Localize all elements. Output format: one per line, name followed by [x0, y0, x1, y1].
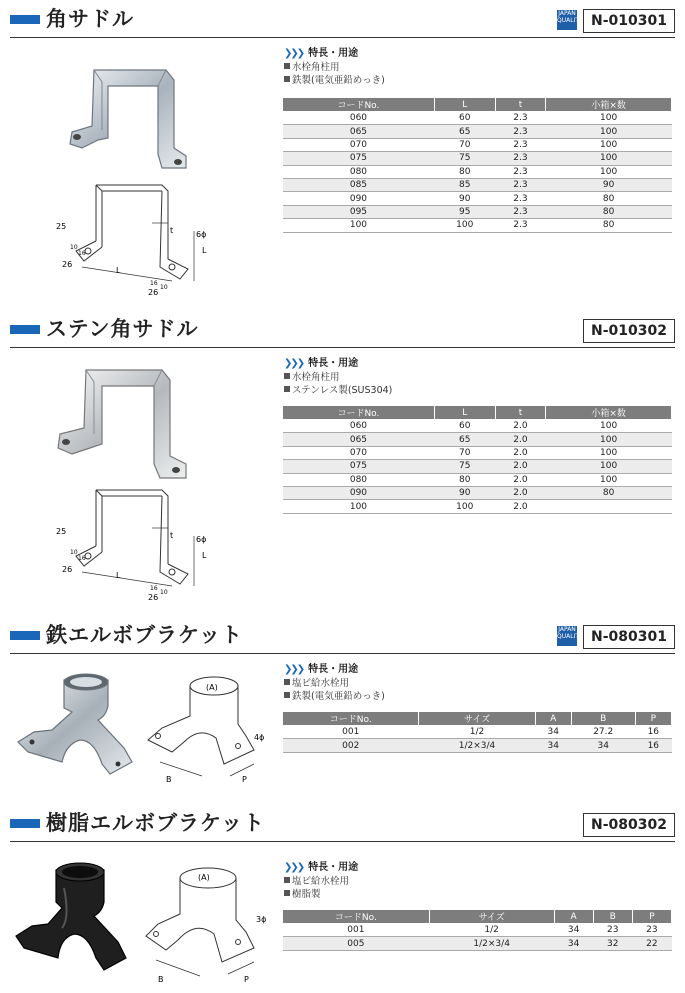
column-header: B	[571, 712, 635, 726]
table-cell: 100	[546, 420, 672, 433]
table-cell: 100	[434, 219, 495, 232]
table-cell: 1/2×3/4	[419, 739, 535, 752]
dim-label: 10	[160, 589, 168, 596]
spec-table	[282, 909, 672, 951]
dim-label: (A)	[206, 683, 218, 692]
table-cell: 34	[535, 726, 571, 739]
header-rule	[10, 653, 675, 654]
table-cell: 80	[546, 486, 672, 499]
section-title: 角サドル	[46, 7, 134, 31]
column-header: 小箱×数	[546, 406, 672, 420]
header-rule	[10, 37, 675, 38]
features-title	[284, 354, 358, 369]
table-row	[283, 446, 672, 459]
table-cell: 075	[283, 460, 435, 473]
feature-item	[284, 61, 385, 74]
product-code: N-080302	[583, 813, 675, 837]
header-accent-bar	[10, 631, 40, 640]
feature-item	[284, 875, 349, 888]
dim-label: B	[166, 775, 172, 784]
column-header: t	[495, 406, 546, 420]
features-list	[284, 875, 349, 901]
bullet-icon	[284, 877, 290, 883]
dim-label: 10	[70, 244, 78, 251]
table-cell: 95	[434, 205, 495, 218]
header-accent-bar	[10, 325, 40, 334]
table-row	[283, 152, 672, 165]
table-row	[283, 165, 672, 178]
dim-label: 6ϕ	[196, 230, 207, 239]
dim-label: P	[242, 775, 247, 784]
table-cell: 80	[546, 219, 672, 232]
bracket-photo	[14, 670, 139, 785]
table-cell: 2.3	[495, 205, 546, 218]
dim-label: L	[116, 266, 121, 275]
section-stainless-saddle	[0, 316, 685, 606]
bracket-drawing	[142, 862, 277, 987]
bracket-drawing	[142, 672, 272, 787]
mark-text: QUALITY	[557, 633, 583, 640]
section-header	[0, 810, 685, 844]
table-row	[283, 205, 672, 218]
bullet-icon	[284, 373, 290, 379]
table-cell: 100	[546, 138, 672, 151]
table-row	[283, 433, 672, 446]
table-cell: 80	[546, 205, 672, 218]
dim-label: L	[202, 551, 207, 560]
dim-label: 26	[148, 288, 159, 296]
saddle-drawing	[52, 486, 222, 601]
table-cell: 085	[283, 178, 435, 191]
bullet-icon	[284, 386, 290, 392]
feature-text: 塩ビ給水栓用	[292, 876, 350, 887]
quality-mark-icon	[557, 626, 583, 646]
dim-label: 26	[148, 593, 159, 601]
column-header: サイズ	[429, 910, 554, 924]
table-cell: 34	[535, 739, 571, 752]
dim-label: B	[158, 975, 164, 984]
table-row	[283, 739, 672, 752]
arrow-icon: ❯❯❯	[284, 48, 304, 59]
section-title: 樹脂エルボブラケット	[46, 811, 265, 835]
table-cell: 80	[546, 192, 672, 205]
features-title-text: 特長・用途	[308, 48, 359, 59]
dim-label: t	[170, 226, 174, 235]
column-header: L	[434, 406, 495, 420]
feature-item	[284, 690, 385, 703]
table-cell: 75	[434, 152, 495, 165]
dim-label: 25	[56, 222, 67, 231]
table-cell: 60	[434, 420, 495, 433]
table-cell: 2.3	[495, 165, 546, 178]
table-cell: 2.3	[495, 152, 546, 165]
table-cell: 22	[632, 937, 671, 950]
table-cell: 70	[434, 138, 495, 151]
dim-label: L	[116, 571, 121, 580]
table-header-row	[283, 712, 672, 726]
table-cell: 2.0	[495, 460, 546, 473]
header-accent-bar	[10, 15, 40, 24]
dim-label: (A)	[198, 873, 210, 882]
table-cell: 100	[546, 152, 672, 165]
table-row	[283, 192, 672, 205]
column-header: コードNo.	[283, 406, 435, 420]
table-row	[283, 473, 672, 486]
table-header-row	[283, 98, 672, 112]
feature-text: 鉄製(電気亜鉛めっき)	[292, 691, 385, 702]
table-cell: 2.3	[495, 178, 546, 191]
table-cell: 2.0	[495, 433, 546, 446]
table-cell: 90	[434, 192, 495, 205]
table-cell: 80	[434, 473, 495, 486]
features-title-text: 特長・用途	[308, 358, 359, 369]
bullet-icon	[284, 692, 290, 698]
features-title	[284, 660, 358, 675]
dim-label: 25	[56, 527, 67, 536]
section-resin-elbow-bracket	[0, 810, 685, 990]
spec-table	[282, 97, 672, 233]
table-cell: 80	[434, 165, 495, 178]
dim-label: t	[170, 531, 174, 540]
table-cell: 85	[434, 178, 495, 191]
table-cell: 070	[283, 446, 435, 459]
table-cell: 100	[546, 446, 672, 459]
column-header: サイズ	[419, 712, 535, 726]
dim-label: 16	[78, 250, 86, 257]
feature-item	[284, 888, 349, 901]
arrow-icon: ❯❯❯	[284, 862, 304, 873]
table-cell: 002	[283, 739, 419, 752]
features-title-text: 特長・用途	[308, 664, 359, 675]
table-cell: 27.2	[571, 726, 635, 739]
table-cell: 60	[434, 112, 495, 125]
table-cell: 2.0	[495, 473, 546, 486]
bullet-icon	[284, 63, 290, 69]
dim-label: 16	[150, 280, 158, 287]
column-header: t	[495, 98, 546, 112]
product-code: N-080301	[583, 625, 675, 649]
table-cell: 100	[546, 112, 672, 125]
spec-table	[282, 405, 672, 514]
feature-text: 水栓角柱用	[292, 62, 340, 73]
column-header: A	[535, 712, 571, 726]
table-cell: 001	[283, 924, 430, 937]
table-cell: 060	[283, 112, 435, 125]
table-cell: 065	[283, 433, 435, 446]
table-cell: 65	[434, 125, 495, 138]
saddle-photo	[52, 364, 202, 489]
saddle-photo	[62, 58, 202, 183]
table-cell: 16	[635, 726, 671, 739]
feature-item	[284, 371, 392, 384]
table-cell: 100	[546, 473, 672, 486]
section-iron-elbow-bracket	[0, 622, 685, 792]
section-title: ステン角サドル	[46, 317, 199, 341]
table-cell: 1/2	[429, 924, 554, 937]
mark-text: JAPAN	[558, 10, 576, 17]
table-row	[283, 420, 672, 433]
table-cell: 100	[434, 500, 495, 513]
dim-label: 3ϕ	[256, 915, 267, 924]
feature-text: 樹脂製	[292, 889, 321, 900]
table-cell: 2.3	[495, 112, 546, 125]
dim-label: 4ϕ	[254, 733, 265, 742]
table-cell: 32	[593, 937, 632, 950]
table-cell: 2.3	[495, 138, 546, 151]
table-cell: 075	[283, 152, 435, 165]
table-cell: 2.0	[495, 420, 546, 433]
section-header	[0, 316, 685, 350]
column-header: A	[554, 910, 593, 924]
header-rule	[10, 841, 675, 842]
table-cell: 2.3	[495, 192, 546, 205]
bullet-icon	[284, 679, 290, 685]
table-row	[283, 486, 672, 499]
features-list	[284, 677, 385, 703]
features-list	[284, 371, 392, 397]
table-cell: 100	[546, 433, 672, 446]
table-header-row	[283, 910, 672, 924]
table-row	[283, 460, 672, 473]
column-header: L	[434, 98, 495, 112]
table-cell: 100	[283, 500, 435, 513]
dim-label: L	[202, 246, 207, 255]
table-cell: 70	[434, 446, 495, 459]
saddle-drawing	[52, 181, 222, 296]
table-row	[283, 219, 672, 232]
bullet-icon	[284, 76, 290, 82]
feature-text: 塩ビ給水栓用	[292, 678, 350, 689]
dim-label: 6ϕ	[196, 535, 207, 544]
features-title	[284, 858, 358, 873]
product-code: N-010301	[583, 9, 675, 33]
table-row	[283, 178, 672, 191]
table-row	[283, 112, 672, 125]
section-kaku-saddle	[0, 6, 685, 296]
table-cell: 90	[434, 486, 495, 499]
feature-item	[284, 74, 385, 87]
arrow-icon: ❯❯❯	[284, 358, 304, 369]
table-cell: 095	[283, 205, 435, 218]
dim-label: 10	[160, 284, 168, 291]
dim-label: 10	[70, 549, 78, 556]
table-cell: 080	[283, 165, 435, 178]
table-cell: 2.3	[495, 125, 546, 138]
feature-text: 鉄製(電気亜鉛めっき)	[292, 75, 385, 86]
section-header	[0, 622, 685, 656]
table-row	[283, 937, 672, 950]
feature-item	[284, 677, 385, 690]
dim-label: 16	[150, 585, 158, 592]
column-header: コードNo.	[283, 98, 435, 112]
section-title: 鉄エルボブラケット	[46, 623, 243, 647]
header-rule	[10, 347, 675, 348]
dim-label: P	[244, 975, 249, 984]
features-title-text: 特長・用途	[308, 862, 359, 873]
table-header-row	[283, 406, 672, 420]
table-cell: 2.0	[495, 500, 546, 513]
table-cell: 34	[554, 937, 593, 950]
dim-label: 16	[78, 555, 86, 562]
table-row	[283, 125, 672, 138]
column-header: P	[632, 910, 671, 924]
table-cell: 34	[554, 924, 593, 937]
table-cell: 090	[283, 192, 435, 205]
table-cell: 2.3	[495, 219, 546, 232]
table-cell: 100	[546, 165, 672, 178]
table-cell: 1/2×3/4	[429, 937, 554, 950]
column-header: コードNo.	[283, 712, 419, 726]
feature-item	[284, 384, 392, 397]
table-cell: 080	[283, 473, 435, 486]
bullet-icon	[284, 890, 290, 896]
table-cell: 23	[632, 924, 671, 937]
table-cell: 34	[571, 739, 635, 752]
header-accent-bar	[10, 819, 40, 828]
table-cell: 100	[546, 460, 672, 473]
table-cell: 001	[283, 726, 419, 739]
spec-table	[282, 711, 672, 753]
feature-text: ステンレス製(SUS304)	[292, 385, 393, 396]
table-cell	[546, 500, 672, 513]
table-row	[283, 726, 672, 739]
table-cell: 065	[283, 125, 435, 138]
dim-label: 26	[62, 565, 73, 574]
table-cell: 100	[283, 219, 435, 232]
features-list	[284, 61, 385, 87]
table-cell: 2.0	[495, 486, 546, 499]
table-row	[283, 500, 672, 513]
table-cell: 2.0	[495, 446, 546, 459]
bracket-photo	[14, 858, 139, 983]
arrow-icon: ❯❯❯	[284, 664, 304, 675]
table-cell: 16	[635, 739, 671, 752]
table-cell: 070	[283, 138, 435, 151]
table-cell: 65	[434, 433, 495, 446]
feature-text: 水栓角柱用	[292, 372, 340, 383]
dim-label: 26	[62, 260, 73, 269]
section-header	[0, 6, 685, 40]
column-header: 小箱×数	[546, 98, 672, 112]
table-cell: 005	[283, 937, 430, 950]
table-cell: 060	[283, 420, 435, 433]
product-code: N-010302	[583, 319, 675, 343]
table-cell: 1/2	[419, 726, 535, 739]
table-row	[283, 138, 672, 151]
features-title	[284, 44, 358, 59]
quality-mark-icon	[557, 10, 583, 30]
column-header: コードNo.	[283, 910, 430, 924]
mark-text: QUALITY	[557, 17, 583, 24]
column-header: B	[593, 910, 632, 924]
mark-text: JAPAN	[558, 626, 576, 633]
table-cell: 23	[593, 924, 632, 937]
table-cell: 75	[434, 460, 495, 473]
table-cell: 090	[283, 486, 435, 499]
table-cell: 90	[546, 178, 672, 191]
table-cell: 100	[546, 125, 672, 138]
table-row	[283, 924, 672, 937]
column-header: P	[635, 712, 671, 726]
